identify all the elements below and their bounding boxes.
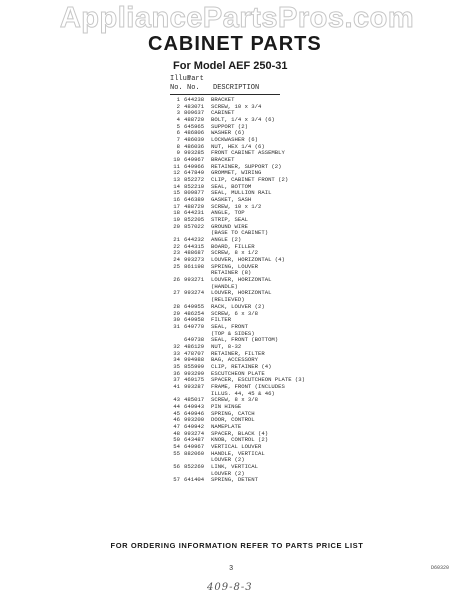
illus-number: 44 (173, 402, 180, 410)
part-number: 647849 (184, 169, 205, 177)
part-number: 994988 (184, 356, 205, 364)
part-number: 993285 (184, 149, 205, 157)
illus-number: 37 (173, 376, 180, 384)
part-number: 993274 (184, 429, 205, 437)
illus-number: 18 (173, 209, 180, 217)
part-description: FRONT CABINET ASSEMBLY (211, 149, 285, 157)
illus-number: 16 (173, 196, 180, 204)
part-description: (HANDLE) (211, 282, 238, 290)
part-number: 644238 (184, 96, 205, 103)
illus-number: 20 (173, 222, 180, 230)
part-number: 993271 (184, 276, 205, 284)
part-number: 852210 (184, 182, 205, 190)
illus-number: 17 (173, 202, 180, 210)
part-number: 993274 (184, 289, 205, 297)
illus-number: 45 (173, 409, 180, 417)
page-title: CABINET PARTS (148, 33, 322, 55)
part-description: HANDLE, VERTICAL (211, 449, 265, 457)
part-number: 855999 (184, 362, 205, 370)
part-number: 649943 (184, 402, 205, 410)
header-illus: Illus (170, 75, 192, 83)
part-number: 488720 (184, 116, 205, 124)
illus-number: 57 (173, 476, 180, 484)
part-number: 645965 (184, 122, 205, 130)
illus-number: 1 (176, 96, 180, 103)
illus-number: 36 (173, 369, 180, 377)
illus-number: 19 (173, 216, 180, 224)
part-number: 809637 (184, 109, 205, 117)
part-number: 485017 (184, 396, 205, 404)
part-description: (TOP & SIDES) (211, 329, 255, 337)
illus-number: 26 (173, 276, 180, 284)
model-line: For Model AEF 250-31 (173, 60, 288, 72)
part-description: LOUVER (2) (211, 469, 245, 477)
part-description: (RELIEVED) (211, 296, 245, 304)
part-description: SUPPORT (2) (211, 122, 248, 130)
part-description: (BASE TO CABINET) (211, 229, 269, 237)
part-description: STRIP, SEAL (211, 216, 248, 224)
illus-number: 3 (176, 109, 180, 117)
part-description: BOARD, FILLER (211, 242, 255, 250)
illus-number: 5 (176, 122, 180, 130)
part-description: KNOB, CONTROL (2) (211, 436, 269, 444)
illus-number: 24 (173, 256, 180, 264)
part-description: NAMEPLATE (211, 422, 242, 430)
part-number: 646389 (184, 196, 205, 204)
part-description: SEAL, BOTTOM (211, 182, 252, 190)
part-description: ANGLE, TOP (211, 209, 245, 217)
part-number: 644232 (184, 236, 205, 244)
parts-list (170, 97, 470, 484)
part-description: SCREW, 6 x 3/8 (211, 309, 258, 317)
header-part: Part (187, 75, 204, 83)
part-description: BAG, ACCESSORY (211, 356, 258, 364)
illus-number: 41 (173, 382, 180, 390)
illus-number: 34 (173, 356, 180, 364)
illus-number: 55 (173, 449, 180, 457)
part-description: PIN HINGE (211, 402, 242, 410)
illus-number: 15 (173, 189, 180, 197)
part-description: NUT, HEX 1/4 (6) (211, 142, 265, 150)
part-description: GROMMET, WIRING (211, 169, 262, 177)
part-description: RACK, LOUVER (2) (211, 302, 265, 310)
header-part-no: No. (187, 84, 200, 92)
part-number: 993287 (184, 382, 205, 390)
illus-number: 6 (176, 129, 180, 137)
part-description: RETAINER, FILTER (211, 349, 265, 357)
part-number: 857022 (184, 222, 205, 230)
part-number: 852269 (184, 462, 205, 470)
illus-number: 21 (173, 236, 180, 244)
part-description: VERTICAL LOUVER (211, 442, 262, 450)
illus-number: 54 (173, 442, 180, 450)
part-number: 993200 (184, 416, 205, 424)
part-description: SPACER, BLACK (4) (211, 429, 269, 437)
part-number: 478707 (184, 349, 205, 357)
part-description: GASKET, SASH (211, 196, 252, 204)
page-number: 3 (229, 565, 234, 573)
part-description: ANGLE (2) (211, 236, 242, 244)
part-description: NUT, 8-32 (211, 342, 242, 350)
part-number: 649958 (184, 316, 205, 324)
part-description: CLIP, CABINET FRONT (2) (211, 176, 289, 184)
header-rule (170, 94, 280, 95)
illus-number: 13 (173, 176, 180, 184)
part-description: RETAINER (8) (211, 269, 252, 277)
part-number: 643487 (184, 436, 205, 444)
part-description: SEAL, FRONT (BOTTOM) (211, 336, 279, 344)
part-number: 486254 (184, 309, 205, 317)
document-code: D60320 (431, 565, 450, 571)
illus-number: 30 (173, 316, 180, 324)
illus-number: 4 (176, 116, 180, 124)
illus-number: 47 (173, 422, 180, 430)
part-description: WASHER (6) (211, 129, 245, 137)
part-description: LOCKWASHER (6) (211, 136, 258, 144)
part-number: 852272 (184, 176, 205, 184)
illus-number: 56 (173, 462, 180, 470)
part-number: 882060 (184, 449, 205, 457)
part-number: 649770 (184, 322, 205, 330)
illus-number: 25 (173, 262, 180, 270)
part-description: FILTER (211, 316, 232, 324)
part-description: ESCUTCHEON PLATE (211, 369, 265, 377)
part-description: CABINET (211, 109, 235, 117)
illus-number: 33 (173, 349, 180, 357)
part-description: GROUND WIRE (211, 222, 248, 230)
part-description: BOLT, 1/4 x 3/4 (6) (211, 116, 275, 124)
part-number: 641404 (184, 476, 205, 484)
part-number: 644231 (184, 209, 205, 217)
part-number: 486039 (184, 136, 205, 144)
illus-number: 9 (176, 149, 180, 157)
part-description: SCREW, 8 x 3/8 (211, 396, 258, 404)
illus-number: 43 (173, 396, 180, 404)
part-description: SPRING, DETENT (211, 476, 258, 484)
part-description: DOOR, CONTROL (211, 416, 255, 424)
illus-number: 31 (173, 322, 180, 330)
part-description: LOUVER (2) (211, 456, 245, 464)
illus-number: 7 (176, 136, 180, 144)
part-number: 993299 (184, 369, 205, 377)
part-number: 852205 (184, 216, 205, 224)
illus-number: 28 (173, 302, 180, 310)
illus-number: 32 (173, 342, 180, 350)
illus-number: 10 (173, 156, 180, 164)
illus-number: 14 (173, 182, 180, 190)
part-number: 993273 (184, 256, 205, 264)
part-description: SCREW, 10 x 1/2 (211, 202, 262, 210)
part-number: 486806 (184, 129, 205, 137)
part-number: 649967 (184, 156, 205, 164)
part-number: 649946 (184, 409, 205, 417)
part-description: ILLUS. 44, 45 & 46) (211, 389, 275, 397)
part-number: 649967 (184, 442, 205, 450)
illus-number: 27 (173, 289, 180, 297)
part-description: LOUVER, HORIZONTAL (211, 276, 272, 284)
part-number: 649942 (184, 422, 205, 430)
illus-number: 35 (173, 362, 180, 370)
part-number: 488720 (184, 202, 205, 210)
part-number: 488687 (184, 249, 205, 257)
part-number: 649738 (184, 336, 205, 344)
part-description: SEAL, MULLION RAIL (211, 189, 272, 197)
ordering-note: FOR ORDERING INFORMATION REFER TO PARTS PRICE LIST (110, 541, 364, 550)
part-description: SPRING, CATCH (211, 409, 255, 417)
part-number: 483071 (184, 102, 205, 110)
part-number: 809877 (184, 189, 205, 197)
illus-number: 8 (176, 142, 180, 150)
part-description: SCREW, 10 x 3/4 (211, 102, 262, 110)
part-description: SCREW, 8 x 1/2 (211, 249, 258, 257)
illus-number: 12 (173, 169, 180, 177)
illus-number: 22 (173, 242, 180, 250)
part-number: 649955 (184, 302, 205, 310)
part-description: LOUVER, HORIZONTAL (4) (211, 256, 285, 264)
watermark-text: AppliancePartsPros.com (59, 2, 415, 34)
part-number: 469175 (184, 376, 205, 384)
part-description: SPACER, ESCUTCHEON PLATE (3) (211, 376, 305, 384)
header-illus-no: No. (170, 84, 183, 92)
part-description: SPRING, LOUVER (211, 262, 258, 270)
part-description: BRACKET (211, 96, 235, 103)
part-description: SEAL, FRONT (211, 322, 248, 330)
illus-number: 23 (173, 249, 180, 257)
part-description: CLIP, RETAINER (4) (211, 362, 272, 370)
part-description: LINK, VERTICAL (211, 462, 258, 470)
part-description: BRACKET (211, 156, 235, 164)
header-description: DESCRIPTION (213, 84, 260, 92)
parts-row (170, 477, 470, 484)
illus-number: 48 (173, 429, 180, 437)
illus-number: 11 (173, 162, 180, 170)
illus-number: 29 (173, 309, 180, 317)
part-number: 649966 (184, 162, 205, 170)
part-number: 486036 (184, 142, 205, 150)
handwritten-note: 409-8-3 (207, 582, 253, 593)
illus-number: 2 (176, 102, 180, 110)
part-description: FRAME, FRONT (INCLUDES (211, 382, 285, 390)
illus-number: 46 (173, 416, 180, 424)
part-number: 644315 (184, 242, 205, 250)
part-description: LOUVER, HORIZONTAL (211, 289, 272, 297)
illus-number: 50 (173, 436, 180, 444)
part-number: 861198 (184, 262, 205, 270)
part-description: RETAINER, SUPPORT (2) (211, 162, 282, 170)
part-number: 486129 (184, 342, 205, 350)
